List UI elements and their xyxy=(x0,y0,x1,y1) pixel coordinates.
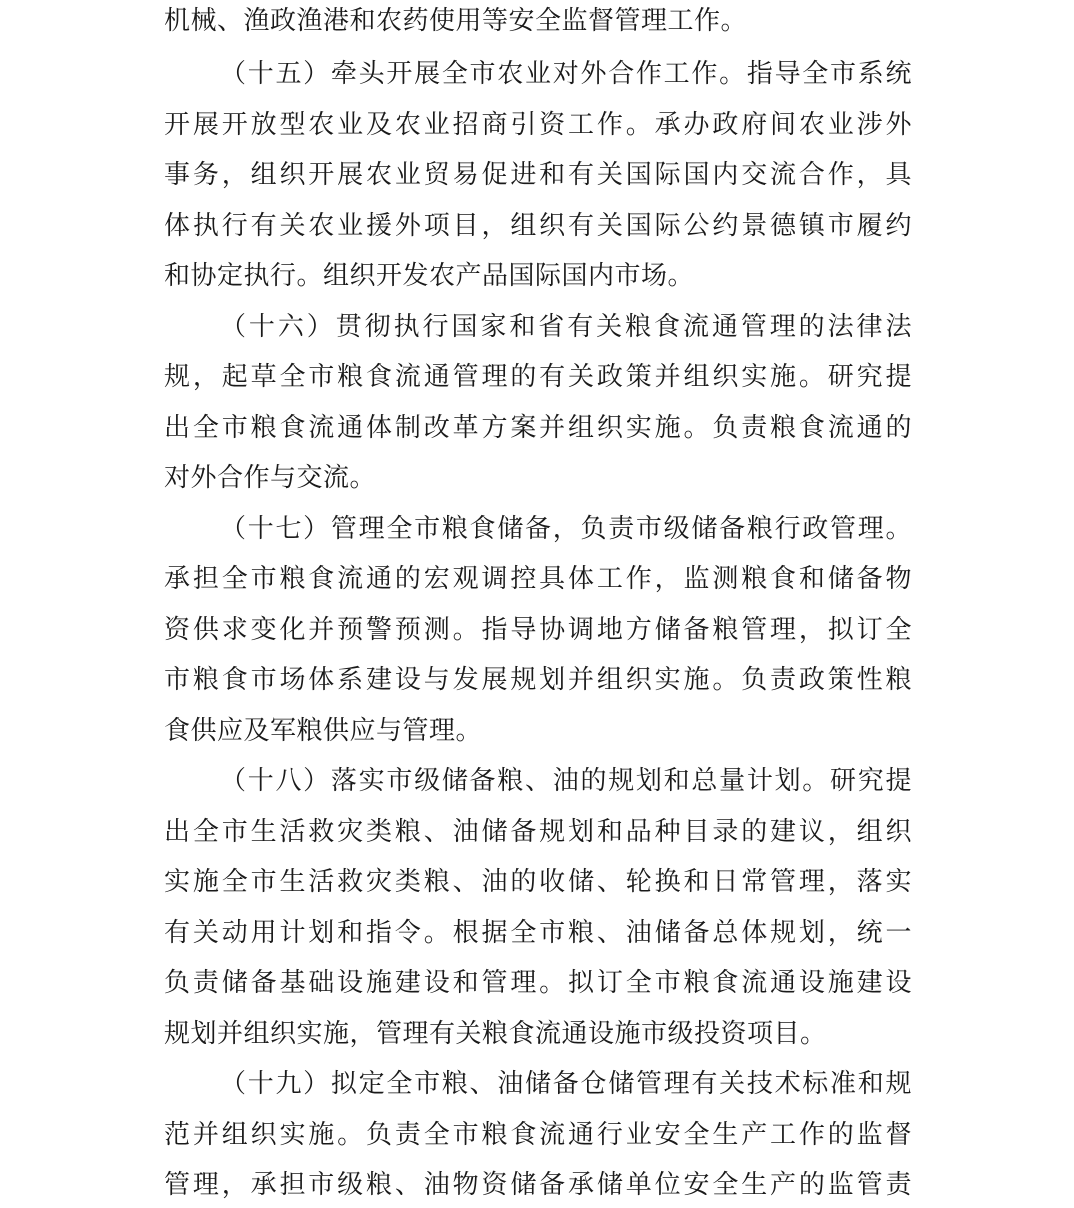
text-line: 有关动用计划和指令。根据全市粮、油储备总体规划，统一 xyxy=(164,918,912,948)
section-18-heading-line: （十八）落实市级储备粮、油的规划和总量计划。研究提 xyxy=(220,766,912,796)
section-19-heading-line: （十九）拟定全市粮、油储备仓储管理有关技术标准和规 xyxy=(220,1069,912,1099)
text-line: 对外合作与交流。 xyxy=(164,463,377,493)
text-line: 和协定执行。组织开发农产品国际国内市场。 xyxy=(164,261,695,291)
text-line: 开展开放型农业及农业招商引资工作。承办政府间农业涉外 xyxy=(164,110,912,140)
text-line: 出全市生活救灾类粮、油储备规划和品种目录的建议，组织 xyxy=(164,817,912,847)
text-line: 规，起草全市粮食流通管理的有关政策并组织实施。研究提 xyxy=(164,362,912,392)
text-line: 管理，承担市级粮、油物资储备承储单位安全生产的监管责 xyxy=(164,1170,912,1200)
text-line: 负责储备基础设施建设和管理。拟订全市粮食流通设施建设 xyxy=(164,968,912,998)
text-line: 体执行有关农业援外项目，组织有关国际公约景德镇市履约 xyxy=(164,211,912,241)
section-15-heading-line: （十五）牵头开展全市农业对外合作工作。指导全市系统 xyxy=(220,59,912,89)
text-line: 承担全市粮食流通的宏观调控具体工作，监测粮食和储备物 xyxy=(164,564,912,594)
text-line: 规划并组织实施，管理有关粮食流通设施市级投资项目。 xyxy=(164,1019,827,1049)
text-line: 资供求变化并预警预测。指导协调地方储备粮管理，拟订全 xyxy=(164,615,912,645)
text-line: 范并组织实施。负责全市粮食流通行业安全生产工作的监督 xyxy=(164,1120,912,1150)
text-line: 机械、渔政渔港和农药使用等安全监督管理工作。 xyxy=(164,6,748,36)
text-line: 实施全市生活救灾类粮、油的收储、轮换和日常管理，落实 xyxy=(164,867,912,897)
text-line: 食供应及军粮供应与管理。 xyxy=(164,716,483,746)
text-line: 出全市粮食流通体制改革方案并组织实施。负责粮食流通的 xyxy=(164,413,912,443)
section-16-heading-line: （十六）贯彻执行国家和省有关粮食流通管理的法律法 xyxy=(220,312,912,342)
text-line: 市粮食市场体系建设与发展规划并组织实施。负责政策性粮 xyxy=(164,665,912,695)
section-17-heading-line: （十七）管理全市粮食储备，负责市级储备粮行政管理。 xyxy=(220,514,912,544)
text-line: 事务，组织开展农业贸易促进和有关国际国内交流合作，具 xyxy=(164,160,912,190)
